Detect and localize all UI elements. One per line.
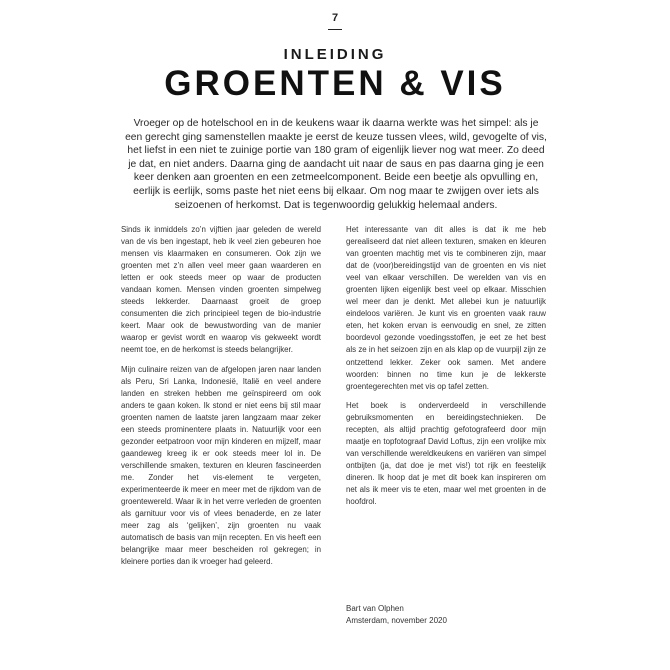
section-kicker: INLEIDING <box>283 46 387 63</box>
left-column <box>121 224 321 575</box>
signature-name: Bart van Olphen <box>346 604 404 613</box>
signature-place-date: Amsterdam, november 2020 <box>346 616 447 625</box>
body-paragraph: Het boek is onderverdeeld in verschillende gebruiksmomenten en bereidingstechnieken. De recepten, als altijd prachtig gefotografeerd door mijn maatje en topfotograaf David Loftus, zijn een vrolijke mix van verschillende wereldkeukens en variëren van simpel ontbijten (ja, dat doe je met vis!) tot rijk en feestelijk dineren. Ik hoop dat je met dit boek kan inspireren om net als ik meer vis te eten, maar wel met groenten in de hoofdrol. <box>346 400 546 507</box>
intro-paragraph: Vroeger op de hotelschool en in de keukens waar ik daarna werkte was het simpel: als je een gerecht ging samenstellen maakte je eerst de keuze tussen vlees, wild, gevogelte of vis, het liefst in een niet te zuinige portie van 180 gram of eigenlijk liever nog wat meer. Zo deed je dat, en niet anders. Daarna ging de aandacht uit naar de saus en pas daarna ging je een keer denken aan groenten en een zetmeelcomponent. Beide een beetje als opvulling en, eerlijk is eerlijk, soms paste het niet eens bij elkaar. Om nog maar te zwijgen over iets als seizoenen of herkomst. Dat is tegenwoordig gelukkig helemaal anders. <box>125 118 547 211</box>
signature <box>346 603 546 627</box>
right-column <box>346 224 546 515</box>
body-paragraph: Het interessante van dit alles is dat ik me heb gerealiseerd dat niet alleen texturen, smaken en kleuren van groenten machtig met vis te combineren zijn, maar dat de (voor)bereidingstijd van de groenten en vis niet veel van elkaar verschillen. De werelden van vis en groenten lijken eigenlijk best veel op elkaar. Misschien wel meer dan je denkt. Met allebei kun je natuurlijk eindeloos variëren. Je kunt vis en groenten vaak rauw eten, het koken ervan is eenvoudig en snel, ze zitten boordevol gezonde voedingsstoffen, je eet ze het best als ze in het seizoen zijn en als klap op de vuurpijl zijn ze ontzettend lekker. Zeker ook samen. Met andere woorden: binnen no time kun je de lekkerste groentegerechten met vis op tafel zetten. <box>346 225 546 391</box>
page-number-underline <box>328 29 342 30</box>
body-paragraph: Mijn culinaire reizen van de afgelopen jaren naar landen als Peru, Sri Lanka, Indonesië, Italië en veel andere landen en streken hebben me geïnspireerd om ook anders te gaan koken. Ik stond er niet eens bij stil maar groenten namen de laatste jaren langzaam maar zeker een steeds prominentere plaats in. Natuurlijk voor een gezonder eetpatroon voor mijn kinderen en mijzelf, maar gaandeweg kreeg ik er ook steeds meer lol in. De verschillende smaken, texturen en kleuren fascineerden me. Zonder het vis-element te vergeten, experimenteerde ik meer en meer met de rijkdom van de groentewereld. Waar ik in het verre verleden de groenten als garnituur voor vis of vlees benaderde, en ze later meer zag als ‘gelijken’, zijn groenten nu vaak automatisch de basis van mijn recepten. En vis heeft een belangrijke maar meer bescheiden rol gekregen; in kleinere porties dan ik vroeger had geleerd. <box>121 364 321 567</box>
page-title: GROENTEN & VIS <box>164 64 506 103</box>
body-paragraph: Sinds ik inmiddels zo’n vijftien jaar geleden de wereld van de vis ben ingestapt, heb ik veel zien gebeuren hoe mensen vis klaarmaken en consumeren. Ook zijn we groenten met z’n allen veel meer gaan waarderen en letten er ook steeds meer op waar de producten vandaan komen. Mensen vinden groenten simpelweg steeds lekkerder. Daarnaast groeit de groep consumenten die zich principieel tegen de bio-industrie keert. Maar ook de bewustwording van de manier waarop er gevist wordt en waarop vis gekweekt wordt neemt toe, en de herkomst is steeds belangrijker. <box>121 225 321 355</box>
page-number: 7 <box>331 12 339 24</box>
